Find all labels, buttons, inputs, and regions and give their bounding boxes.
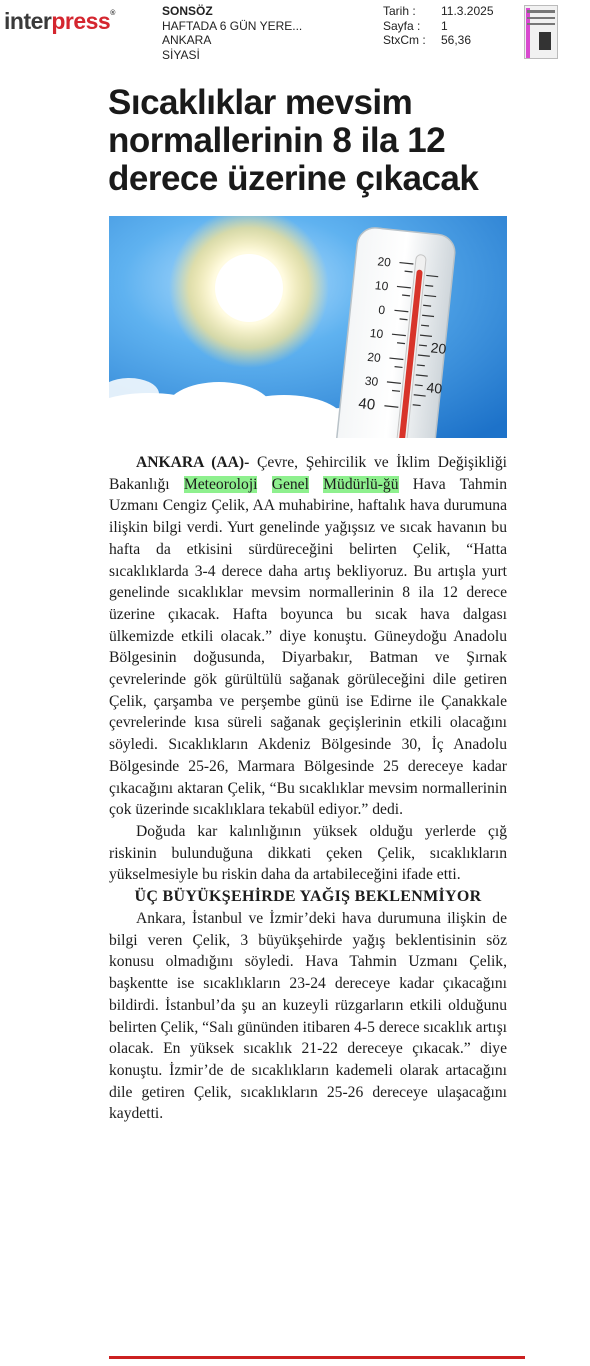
publication-category: SİYASİ [162, 47, 200, 62]
page-row [383, 19, 494, 34]
thumbnail-band [527, 23, 555, 25]
scale-label: 30 [364, 373, 379, 389]
dateline: ANKARA (AA)- [136, 454, 250, 471]
publication-city: ANKARA [162, 33, 212, 47]
sun-icon [215, 254, 283, 322]
thumbnail-band [527, 10, 555, 13]
scale-label: 10 [374, 278, 389, 294]
paragraph-1 [109, 452, 507, 821]
date-row [383, 4, 494, 19]
bottom-rule [109, 1356, 525, 1359]
date-value: 11.3.2025 [441, 4, 494, 18]
thumbnail-band [527, 17, 555, 19]
stxcm-label: StxCm : [383, 33, 426, 47]
thumbnail-marker [526, 8, 530, 58]
paragraph-2: Doğuda kar kalınlığının yüksek olduğu yerlerde çığ riskinin bulunduğuna dikkati çeken Çelik, sıcaklıkların yükselmesiyle bu riskin daha da artabileceğini ifade etti. [109, 822, 507, 884]
article-photo [109, 216, 507, 438]
thumbnail-photo [539, 32, 551, 50]
page-thumbnail[interactable] [524, 5, 558, 59]
highlighted-term: Meteoroloji [183, 475, 258, 493]
logo-text-press: press [51, 8, 111, 34]
publication-info [162, 4, 302, 62]
highlighted-term: Müdürlü-ğü [323, 475, 399, 493]
page-label: Sayfa : [383, 18, 421, 33]
article-body [109, 452, 507, 1125]
clipping-header [0, 0, 590, 66]
paragraph-text: Çevre, Şehircilik ve İklim Değişikliği Bakanlığı [109, 454, 508, 493]
registered-mark: ® [110, 10, 115, 17]
scale-label: 40 [425, 379, 443, 397]
article-headline: Sıcaklıklar mevsim normallerinin 8 ila 12 derece üzerine çıkacak [108, 83, 479, 198]
publication-name: SONSÖZ [162, 4, 213, 18]
paragraph-text: Hava Tahmin Uzmanı Cengiz Çelik, AA muhabirine, haftalık hava durumuna ilişkin bilgi verdi. Yurt genelinde yağışsız ve sıcak havanın bu hafta da etkisini sürdüreceğini belirten Çelik, “Hatta sıcaklıklarda 3-4 derece daha artış bekliyoruz. Bu artışla yurt genelinde sıcaklıklar mevsim normallerinin 8 ila 12 derece üzerine çıkacak. Hafta boyunca bu sıcak hava dalgası ülkemizde etkili olacak.” diye konuştu. Güneydoğu Anadolu Bölgesinin doğusunda, Diyarbakır, Batman ve Şırnak çevrelerinde gök gürültülü sağanak görüleceğini dile getiren Çelik, çarşamba ve perşembe günü ise Edirne ile Çanakkale çevrelerinde kısa süreli sağanak geçişlerinin etkili olacağını söyledi. Sıcaklıkların Akdeniz Bölgesinde 30, İç Anadolu Bölgesinde 25-26, Marmara Bölgesinde 25 dereceye kadar çıkacağını aktaran Çelik, “Bu sıcaklıklar mevsim normallerinin çok üzerinde sıcaklıklara tekabül ediyor.” dedi. [109, 475, 507, 819]
scale-label: 10 [369, 325, 384, 342]
section-subheading: ÜÇ BÜYÜKŞEHİRDE YAĞIŞ BEKLENMİYOR [134, 888, 482, 906]
scale-label: 20 [429, 339, 448, 357]
logo-text-inter: inter [4, 8, 52, 34]
publication-frequency: HAFTADA 6 GÜN YERE... [162, 18, 303, 33]
interpress-logo [4, 8, 115, 35]
scale-label: 0 [377, 302, 386, 318]
scale-label: 40 [357, 395, 376, 414]
page-value: 1 [441, 18, 448, 33]
paragraph-3: Ankara, İstanbul ve İzmir’deki hava durumuna ilişkin de bilgi veren Çelik, 3 büyükşehirde yağış beklentisinin söz konusu olmadığını söyledi. Hava Tahmin Uzmanı Çelik, başkentte ise sıcaklıkların 23-24 dereceye kadar çıkacağını bildirdi. İstanbul’da şu an kuzeyli rüzgarların etkili olduğunu belirten Çelik, “Salı gününden itibaren 4-5 derece sıcaklık artışı olacak. En yüksek sıcaklık 21-22 dereceye çıkacak.” diye konuştu. İzmir’de de sıcaklıkların kademeli olarak artacağını dile getiren Çelik, sıcaklıkların 25-26 dereceye ulaşacağını kaydetti. [109, 910, 507, 1123]
highlighted-term: Genel [271, 475, 309, 493]
clipping-meta [383, 4, 494, 48]
date-label: Tarih : [383, 4, 416, 18]
stxcm-value: 56,36 [441, 33, 472, 47]
scale-label: 20 [376, 254, 392, 270]
stxcm-row [383, 33, 494, 48]
scale-label: 20 [366, 349, 382, 366]
sun-thermometer-illustration [109, 216, 507, 438]
